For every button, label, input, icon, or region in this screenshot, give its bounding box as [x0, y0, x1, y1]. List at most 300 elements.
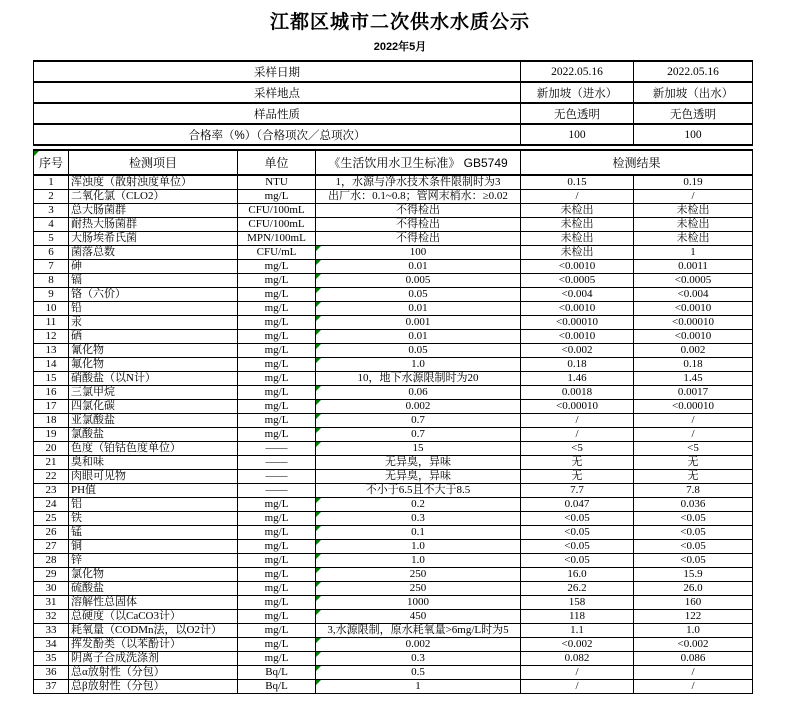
cell-flag-triangle-icon [316, 358, 321, 363]
result-outlet-cell: 未检出 [634, 204, 753, 218]
cell-flag-triangle-icon [316, 344, 321, 349]
item-name-cell: 铁 [69, 512, 238, 526]
unit-cell: mg/L [238, 512, 316, 526]
item-name-cell: 亚氯酸盐 [69, 414, 238, 428]
cell-flag-triangle-icon [316, 638, 321, 643]
result-inlet-cell: 未检出 [521, 204, 634, 218]
result-outlet-cell: <0.002 [634, 638, 753, 652]
table-row [34, 175, 753, 190]
item-name-cell: 硝酸盐（以N计） [69, 372, 238, 386]
table-row [34, 498, 753, 512]
item-name-cell: 砷 [69, 260, 238, 274]
table-row [34, 638, 753, 652]
standard-limit-cell: 0.05 [316, 288, 521, 302]
info-value-inlet-cell: 无色透明 [521, 103, 634, 124]
item-name-cell: 溶解性总固体 [69, 596, 238, 610]
result-outlet-cell: <0.05 [634, 512, 753, 526]
item-name-cell: 色度（铂钴色度单位） [69, 442, 238, 456]
result-outlet-cell: <5 [634, 442, 753, 456]
table-row [34, 666, 753, 680]
standard-limit-cell: 450 [316, 610, 521, 624]
unit-cell: mg/L [238, 554, 316, 568]
table-row [34, 316, 753, 330]
row-index-cell: 4 [34, 218, 69, 232]
row-index-cell: 36 [34, 666, 69, 680]
info-label-cell: 样品性质 [34, 103, 521, 124]
standard-limit-cell: 250 [316, 582, 521, 596]
result-inlet-cell: 0.18 [521, 358, 634, 372]
standard-limit-cell: 1000 [316, 596, 521, 610]
cell-flag-triangle-icon [316, 260, 321, 265]
unit-cell: mg/L [238, 526, 316, 540]
result-inlet-cell: 0.0018 [521, 386, 634, 400]
table-row [34, 344, 753, 358]
cell-flag-triangle-icon [316, 274, 321, 279]
standard-limit-cell: 不得检出 [316, 204, 521, 218]
table-row [34, 554, 753, 568]
result-outlet-cell: 160 [634, 596, 753, 610]
item-name-cell: 铜 [69, 540, 238, 554]
table-row [34, 582, 753, 596]
info-value-inlet-cell: 新加坡（进水） [521, 82, 634, 103]
result-inlet-cell: 0.082 [521, 652, 634, 666]
result-outlet-cell: 0.18 [634, 358, 753, 372]
item-name-cell: 三氯甲烷 [69, 386, 238, 400]
row-index-cell: 14 [34, 358, 69, 372]
cell-flag-triangle-icon [316, 246, 321, 251]
result-outlet-cell: <0.0010 [634, 302, 753, 316]
result-outlet-cell: / [634, 666, 753, 680]
result-inlet-cell: / [521, 428, 634, 442]
cell-flag-triangle-icon [316, 512, 321, 517]
result-outlet-cell: 0.002 [634, 344, 753, 358]
cell-flag-triangle-icon [316, 288, 321, 293]
row-index-cell: 32 [34, 610, 69, 624]
result-outlet-cell: <0.05 [634, 554, 753, 568]
info-value-outlet-cell: 新加坡（出水） [634, 82, 753, 103]
result-outlet-cell: <0.004 [634, 288, 753, 302]
table-row [34, 358, 753, 372]
unit-cell: —— [238, 442, 316, 456]
result-inlet-cell: 无 [521, 470, 634, 484]
result-outlet-cell: / [634, 680, 753, 694]
item-name-cell: 总α放射性（分包） [69, 666, 238, 680]
result-inlet-cell: <0.00010 [521, 316, 634, 330]
row-index-cell: 1 [34, 175, 69, 190]
standard-limit-cell: 1.0 [316, 554, 521, 568]
item-name-cell: 锌 [69, 554, 238, 568]
standard-limit-cell: 出厂水：0.1~0.8；管网末梢水：≥0.02 [316, 190, 521, 204]
standard-limit-cell: 0.001 [316, 316, 521, 330]
info-value-inlet-cell: 100 [521, 124, 634, 145]
row-index-cell: 27 [34, 540, 69, 554]
item-name-cell: 铅 [69, 302, 238, 316]
result-outlet-cell: 1.0 [634, 624, 753, 638]
sample-info-table [33, 60, 753, 146]
result-inlet-cell: <5 [521, 442, 634, 456]
unit-cell: mg/L [238, 428, 316, 442]
result-inlet-cell: 118 [521, 610, 634, 624]
result-outlet-cell: <0.05 [634, 540, 753, 554]
result-inlet-cell: <0.0010 [521, 260, 634, 274]
result-outlet-cell: <0.0005 [634, 274, 753, 288]
item-name-cell: 镉 [69, 274, 238, 288]
row-index-cell: 18 [34, 414, 69, 428]
table-row [34, 372, 753, 386]
item-name-cell: 四氯化碳 [69, 400, 238, 414]
standard-limit-cell: 0.06 [316, 386, 521, 400]
header-result-label: 检测结果 [612, 156, 661, 170]
row-index-cell: 34 [34, 638, 69, 652]
unit-cell: mg/L [238, 358, 316, 372]
unit-cell: mg/L [238, 330, 316, 344]
standard-limit-cell: 无异臭，异味 [316, 456, 521, 470]
document [0, 7, 800, 694]
item-name-cell: 氰化物 [69, 344, 238, 358]
result-outlet-cell: / [634, 414, 753, 428]
standard-limit-cell: 0.3 [316, 652, 521, 666]
table-header-row [34, 150, 753, 175]
info-label-cell: 采样地点 [34, 82, 521, 103]
result-outlet-cell: 0.0017 [634, 386, 753, 400]
cell-flag-triangle-icon [316, 610, 321, 615]
table-row [34, 652, 753, 666]
table-row [34, 386, 753, 400]
unit-cell: mg/L [238, 568, 316, 582]
unit-cell: mg/L [238, 498, 316, 512]
cell-flag-triangle-icon [316, 330, 321, 335]
table-row [34, 232, 753, 246]
standard-limit-cell: 0.3 [316, 512, 521, 526]
result-outlet-cell: <0.05 [634, 526, 753, 540]
result-inlet-cell: 未检出 [521, 232, 634, 246]
result-outlet-cell: 未检出 [634, 218, 753, 232]
cell-flag-triangle-icon [316, 316, 321, 321]
unit-cell: mg/L [238, 190, 316, 204]
table-row [34, 512, 753, 526]
item-name-cell: PH值 [69, 484, 238, 498]
row-index-cell: 31 [34, 596, 69, 610]
row-index-cell: 13 [34, 344, 69, 358]
table-row [34, 260, 753, 274]
item-name-cell: 氯化物 [69, 568, 238, 582]
result-inlet-cell: <0.002 [521, 344, 634, 358]
header-unit [238, 150, 316, 175]
standard-limit-cell: 0.7 [316, 414, 521, 428]
item-name-cell: 耗氧量（CODMn法，以O2计） [69, 624, 238, 638]
header-unit-label: 单位 [264, 156, 289, 170]
table-row [34, 414, 753, 428]
result-inlet-cell: <0.05 [521, 526, 634, 540]
unit-cell: MPN/100mL [238, 232, 316, 246]
unit-cell: mg/L [238, 652, 316, 666]
result-inlet-cell: <0.05 [521, 554, 634, 568]
table-row [34, 274, 753, 288]
unit-cell: mg/L [238, 638, 316, 652]
standard-limit-cell: 0.05 [316, 344, 521, 358]
unit-cell: —— [238, 456, 316, 470]
unit-cell: mg/L [238, 540, 316, 554]
table-row [34, 302, 753, 316]
table-row [34, 190, 753, 204]
row-index-cell: 15 [34, 372, 69, 386]
cell-flag-triangle-icon [316, 400, 321, 405]
row-index-cell: 9 [34, 288, 69, 302]
result-inlet-cell: <0.0010 [521, 302, 634, 316]
header-item [69, 150, 238, 175]
info-label-cell: 合格率（%）（合格项次／总项次） [34, 124, 521, 145]
unit-cell: mg/L [238, 386, 316, 400]
item-name-cell: 总大肠菌群 [69, 204, 238, 218]
result-inlet-cell: / [521, 680, 634, 694]
item-name-cell: 氯酸盐 [69, 428, 238, 442]
standard-limit-cell: 15 [316, 442, 521, 456]
info-row [34, 103, 753, 124]
result-outlet-cell: <0.0010 [634, 330, 753, 344]
standard-limit-cell: 100 [316, 246, 521, 260]
cell-flag-triangle-icon [316, 554, 321, 559]
result-outlet-cell: 无 [634, 470, 753, 484]
result-inlet-cell: <0.004 [521, 288, 634, 302]
table-row [34, 456, 753, 470]
standard-limit-cell: 0.002 [316, 400, 521, 414]
info-row [34, 124, 753, 145]
item-name-cell: 氟化物 [69, 358, 238, 372]
unit-cell: Bq/L [238, 666, 316, 680]
row-index-cell: 11 [34, 316, 69, 330]
table-row [34, 400, 753, 414]
header-result [521, 150, 753, 175]
info-row [34, 61, 753, 82]
row-index-cell: 33 [34, 624, 69, 638]
row-index-cell: 10 [34, 302, 69, 316]
info-label-cell: 采样日期 [34, 61, 521, 82]
row-index-cell: 28 [34, 554, 69, 568]
table-row [34, 330, 753, 344]
item-name-cell: 总β放射性（分包） [69, 680, 238, 694]
unit-cell: mg/L [238, 344, 316, 358]
info-value-outlet-cell: 2022.05.16 [634, 61, 753, 82]
standard-limit-cell: 0.002 [316, 638, 521, 652]
info-value-inlet-cell: 2022.05.16 [521, 61, 634, 82]
report-month: 2022年5月 [373, 41, 427, 53]
cell-flag-triangle-icon [316, 386, 321, 391]
table-row [34, 680, 753, 694]
result-outlet-cell: 无 [634, 456, 753, 470]
item-name-cell: 臭和味 [69, 456, 238, 470]
result-outlet-cell: <0.00010 [634, 400, 753, 414]
table-row [34, 610, 753, 624]
row-index-cell: 37 [34, 680, 69, 694]
standard-limit-cell: 0.01 [316, 260, 521, 274]
cell-flag-triangle-icon [316, 596, 321, 601]
unit-cell: mg/L [238, 624, 316, 638]
unit-cell: mg/L [238, 596, 316, 610]
test-results-body [34, 175, 753, 694]
row-index-cell: 29 [34, 568, 69, 582]
row-index-cell: 25 [34, 512, 69, 526]
standard-limit-cell: 不得检出 [316, 218, 521, 232]
result-outlet-cell: 26.0 [634, 582, 753, 596]
row-index-cell: 20 [34, 442, 69, 456]
standard-limit-cell: 250 [316, 568, 521, 582]
result-inlet-cell: 未检出 [521, 218, 634, 232]
result-inlet-cell: / [521, 666, 634, 680]
item-name-cell: 浑浊度（散射浊度单位） [69, 175, 238, 190]
table-row [34, 568, 753, 582]
standard-limit-cell: 1，水源与净水技术条件限制时为3 [316, 175, 521, 190]
unit-cell: mg/L [238, 582, 316, 596]
row-index-cell: 7 [34, 260, 69, 274]
standard-limit-cell: 0.1 [316, 526, 521, 540]
standard-limit-cell: 0.2 [316, 498, 521, 512]
result-inlet-cell: / [521, 414, 634, 428]
cell-flag-triangle-icon [316, 680, 321, 685]
table-row [34, 526, 753, 540]
header-index-label: 序号 [38, 156, 63, 170]
table-row [34, 246, 753, 260]
row-index-cell: 35 [34, 652, 69, 666]
result-outlet-cell: <0.00010 [634, 316, 753, 330]
result-outlet-cell: 1.45 [634, 372, 753, 386]
standard-limit-cell: 0.5 [316, 666, 521, 680]
result-inlet-cell: 1.46 [521, 372, 634, 386]
table-row [34, 428, 753, 442]
item-name-cell: 挥发酚类（以苯酚计） [69, 638, 238, 652]
item-name-cell: 菌落总数 [69, 246, 238, 260]
result-inlet-cell: <0.05 [521, 512, 634, 526]
unit-cell: mg/L [238, 610, 316, 624]
row-index-cell: 23 [34, 484, 69, 498]
unit-cell: NTU [238, 175, 316, 190]
item-name-cell: 二氧化氯（CLO2） [69, 190, 238, 204]
cell-flag-triangle-icon [316, 666, 321, 671]
cell-flag-triangle-icon [316, 498, 321, 503]
result-inlet-cell: 158 [521, 596, 634, 610]
item-name-cell: 铝 [69, 498, 238, 512]
result-outlet-cell: 0.086 [634, 652, 753, 666]
row-index-cell: 5 [34, 232, 69, 246]
table-row [34, 540, 753, 554]
result-inlet-cell: 26.2 [521, 582, 634, 596]
table-row [34, 484, 753, 498]
standard-limit-cell: 3,水源限制，原水耗氧量>6mg/L时为5 [316, 624, 521, 638]
unit-cell: —— [238, 470, 316, 484]
row-index-cell: 21 [34, 456, 69, 470]
item-name-cell: 肉眼可见物 [69, 470, 238, 484]
item-name-cell: 锰 [69, 526, 238, 540]
info-row [34, 82, 753, 103]
unit-cell: mg/L [238, 414, 316, 428]
cell-flag-triangle-icon [316, 540, 321, 545]
standard-limit-cell: 0.7 [316, 428, 521, 442]
item-name-cell: 硫酸盐 [69, 582, 238, 596]
unit-cell: mg/L [238, 274, 316, 288]
row-index-cell: 30 [34, 582, 69, 596]
result-outlet-cell: 0.19 [634, 175, 753, 190]
cell-flag-triangle-icon [316, 302, 321, 307]
info-value-outlet-cell: 100 [634, 124, 753, 145]
result-outlet-cell: 未检出 [634, 232, 753, 246]
row-index-cell: 2 [34, 190, 69, 204]
standard-limit-cell: 10，地下水源限制时为20 [316, 372, 521, 386]
result-inlet-cell: <0.00010 [521, 400, 634, 414]
unit-cell: mg/L [238, 316, 316, 330]
result-inlet-cell: 7.7 [521, 484, 634, 498]
unit-cell: CFU/100mL [238, 218, 316, 232]
unit-cell: CFU/mL [238, 246, 316, 260]
table-row [34, 204, 753, 218]
unit-cell: mg/L [238, 260, 316, 274]
table-row [34, 218, 753, 232]
unit-cell: CFU/100mL [238, 204, 316, 218]
sample-info-body [34, 61, 753, 145]
result-outlet-cell: 7.8 [634, 484, 753, 498]
table-row [34, 624, 753, 638]
result-outlet-cell: 0.036 [634, 498, 753, 512]
standard-limit-cell: 1.0 [316, 358, 521, 372]
item-name-cell: 阴离子合成洗涤剂 [69, 652, 238, 666]
info-value-outlet-cell: 无色透明 [634, 103, 753, 124]
row-index-cell: 6 [34, 246, 69, 260]
item-name-cell: 总硬度（以CaCO3计） [69, 610, 238, 624]
result-outlet-cell: 15.9 [634, 568, 753, 582]
result-inlet-cell: 0.047 [521, 498, 634, 512]
result-inlet-cell: <0.05 [521, 540, 634, 554]
standard-limit-cell: 0.005 [316, 274, 521, 288]
standard-limit-cell: 0.01 [316, 302, 521, 316]
result-inlet-cell: <0.002 [521, 638, 634, 652]
result-inlet-cell: / [521, 190, 634, 204]
cell-flag-triangle-icon [34, 151, 39, 156]
result-outlet-cell: 0.0011 [634, 260, 753, 274]
standard-limit-cell: 1.0 [316, 540, 521, 554]
cell-flag-triangle-icon [316, 582, 321, 587]
unit-cell: mg/L [238, 302, 316, 316]
result-inlet-cell: <0.0005 [521, 274, 634, 288]
unit-cell: mg/L [238, 372, 316, 386]
header-standard-label: 《生活饮用水卫生标准》 GB5749 [328, 156, 508, 170]
item-name-cell: 汞 [69, 316, 238, 330]
row-index-cell: 8 [34, 274, 69, 288]
cell-flag-triangle-icon [316, 428, 321, 433]
table-row [34, 470, 753, 484]
result-inlet-cell: 0.15 [521, 175, 634, 190]
result-outlet-cell: 1 [634, 246, 753, 260]
header-index [34, 150, 69, 175]
cell-flag-triangle-icon [316, 414, 321, 419]
result-outlet-cell: 122 [634, 610, 753, 624]
table-row [34, 288, 753, 302]
test-results-table [33, 149, 753, 694]
row-index-cell: 26 [34, 526, 69, 540]
standard-limit-cell: 不得检出 [316, 232, 521, 246]
unit-cell: mg/L [238, 400, 316, 414]
unit-cell: Bq/L [238, 680, 316, 694]
standard-limit-cell: 无异臭，异味 [316, 470, 521, 484]
cell-flag-triangle-icon [316, 652, 321, 657]
header-standard [316, 150, 521, 175]
page-title: 江都区城市二次供水水质公示 [269, 12, 530, 33]
item-name-cell: 铬（六价） [69, 288, 238, 302]
standard-limit-cell: 0.01 [316, 330, 521, 344]
item-name-cell: 耐热大肠菌群 [69, 218, 238, 232]
standard-limit-cell: 不小于6.5且不大于8.5 [316, 484, 521, 498]
result-inlet-cell: 16.0 [521, 568, 634, 582]
result-inlet-cell: 1.1 [521, 624, 634, 638]
result-inlet-cell: <0.0010 [521, 330, 634, 344]
row-index-cell: 17 [34, 400, 69, 414]
